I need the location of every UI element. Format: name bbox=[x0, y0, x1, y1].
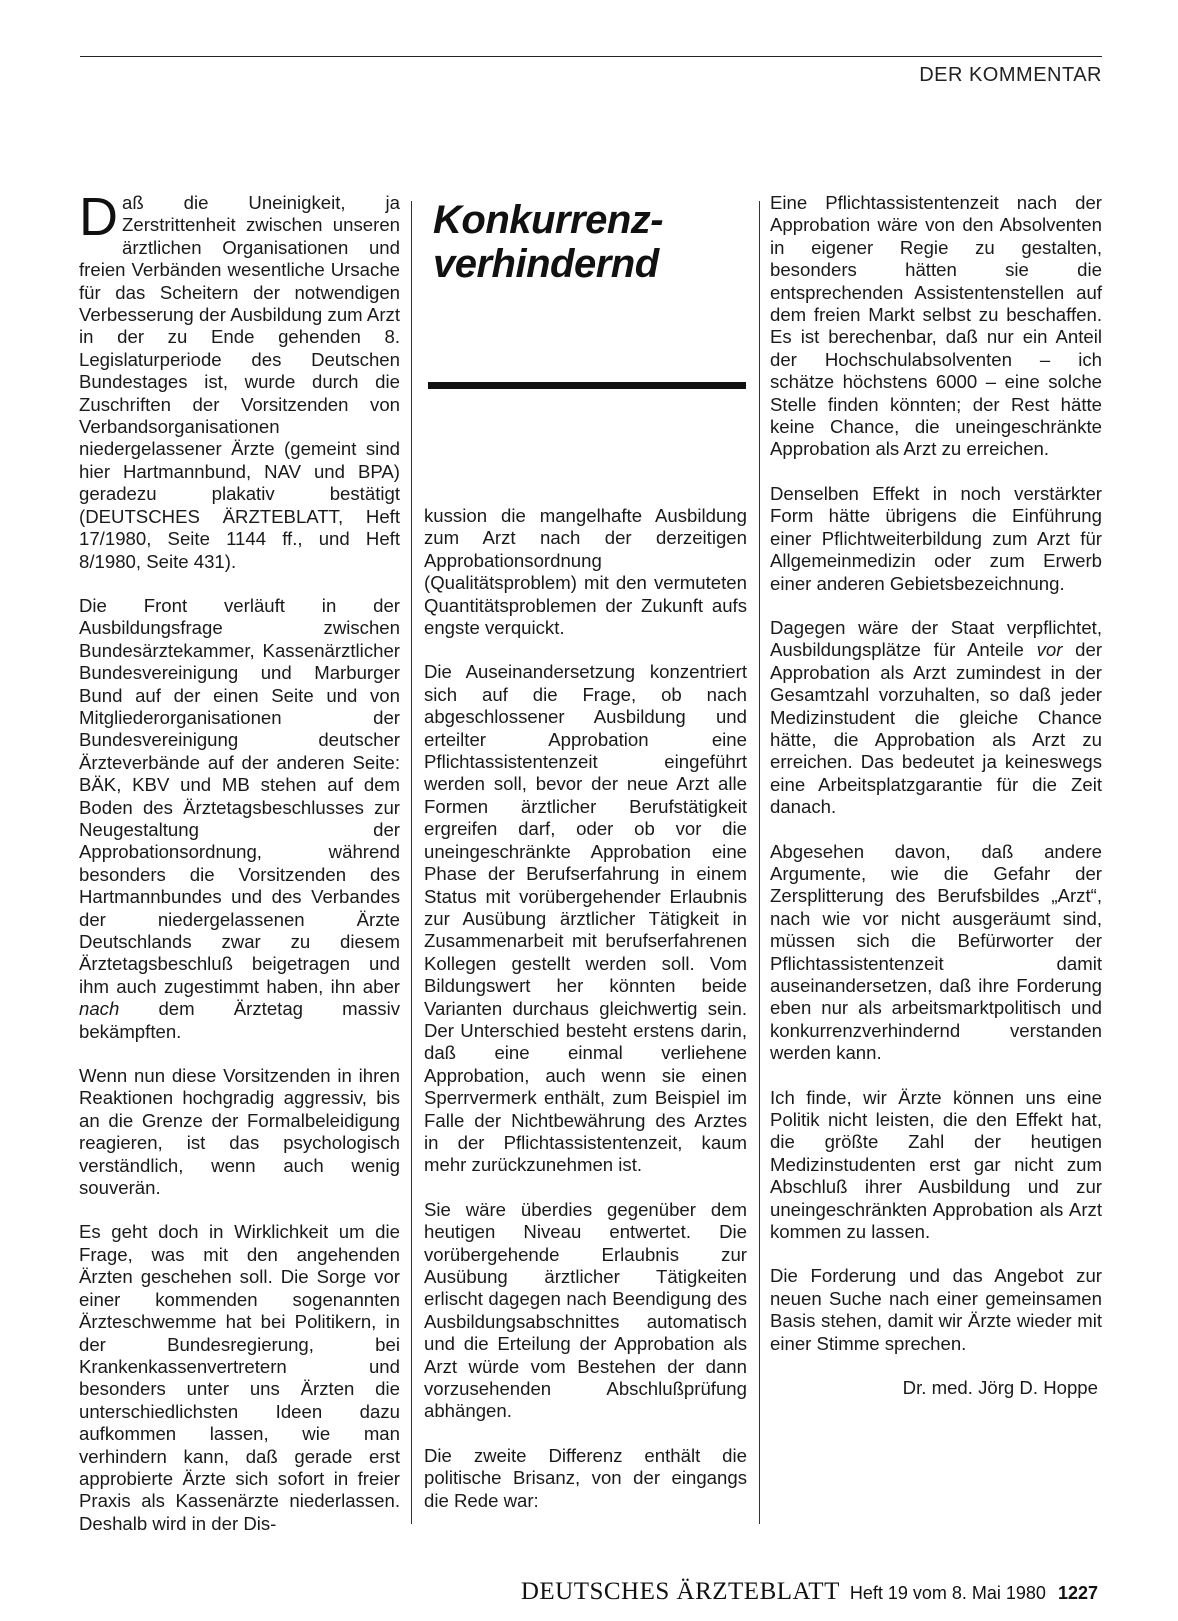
emphasis: vor bbox=[1036, 639, 1063, 661]
paragraph: kussion die mangelhafte Ausbildung zum Arzt nach der derzeitigen Approbationsordnung (Qualitätsproblem) mit den vermuteten Quantitätsproblemen der Zukunft aufs engste verquickt. bbox=[424, 505, 747, 639]
column-left bbox=[79, 187, 400, 1557]
paragraph bbox=[79, 187, 400, 573]
paragraph-text: Dagegen wäre der Staat verpflichtet, Ausbildungsplätze für Anteile bbox=[770, 616, 1102, 661]
section-label: DER KOMMENTAR bbox=[919, 64, 1102, 86]
paragraph: Es geht doch in Wirklichkeit um die Frage, was mit den angehenden Ärzten geschehen soll. Die Sorge vor einer kommenden sogenannten Ärzteschwemme hat bei Politikern, in der Bundesregierung, bei Krankenkassenvertretern und besonders unter uns Ärzten die unterschiedlichsten Ideen dazu aufkommen lassen, wie man verhindern kann, daß gerade erst approbierte Ärzte sich sofort in freier Praxis als Kassenärzte niederlassen. Deshalb wird in der Dis- bbox=[79, 1221, 400, 1534]
paragraph: Die Forderung und das Angebot zur neuen Suche nach einer gemeinsamen Basis stehen, damit wir Ärzte wieder mit einer Stimme sprechen. bbox=[770, 1265, 1102, 1354]
headline-rule bbox=[428, 382, 746, 389]
headline-line-1: Konkurrenz- bbox=[433, 198, 664, 242]
page-number: 1227 bbox=[1057, 1583, 1098, 1603]
paragraph: Denselben Effekt in noch verstärkter Form hätte übrigens die Einführung einer Pflichtweiterbildung zum Arzt für Allgemeinmedizin oder zum Erwerb einer anderen Gebietsbezeichnung. bbox=[770, 482, 1102, 594]
emphasis: nach bbox=[79, 998, 120, 1020]
paragraph bbox=[79, 595, 400, 1043]
paragraph-text: aß die Uneinigkeit, ja Zerstrittenheit zwischen unseren ärztlichen Organisationen und freien Verbänden wesentliche Ursache für das Scheitern der notwendigen Verbesserung der Ausbildung zum Arzt in der zu Ende gehenden 8. Legislaturperiode des Deutschen Bundestages ist, wurde durch die Zuschriften der Vorsitzenden von Verbandsorganisationen niedergelassener Ärzte (gemeint sind hier Hartmannbund, NAV und BPA) geradezu plakativ bestätigt (DEUTSCHES ÄRZTEBLATT, Heft 17/1980, Seite 1144 ff., und Heft 8/1980, Seite 431). bbox=[79, 192, 400, 572]
column-right bbox=[770, 192, 1102, 1422]
paragraph: Eine Pflichtassistentenzeit nach der Approbation wäre von den Absolventen in eigener Regie zu gestalten, besonders hätten sie die entsprechenden Assistentenstellen auf dem freien Markt selbst zu beschaffen. Es ist berechenbar, daß nur ein Anteil der Hochschulabsolventen – ich schätze höchstens 6000 – eine solche Stelle finden könnten; der Rest hätte keine Chance, die uneingeschränkte Approbation als Arzt zu erreichen. bbox=[770, 192, 1102, 460]
article-headline bbox=[433, 198, 753, 286]
page-footer bbox=[0, 1578, 1098, 1606]
paragraph: Sie wäre überdies gegenüber dem heutigen Niveau entwertet. Die vorübergehende Erlaubnis zur Ausübung ärztlicher Tätigkeiten erlischt dagegen nach Beendigung des Ausbildungsabschnittes automatisch und die Erteilung der Approbation als Arzt würde vom Bestehen der dann vorzusehenden Abschlußprüfung abhängen. bbox=[424, 1198, 747, 1422]
paragraph-text: Die Front verläuft in der Ausbildungsfrage zwischen Bundesärztekammer, Kassenärztlicher Bundesvereinigung und Marburger Bund auf der einen Seite und von Mitgliederorganisationen der Bundesvereinigung deutscher Ärzteverbände auf der anderen Seite: BÄK, KBV und MB stehen auf dem Boden des Ärztetagsbeschlusses zur Neugestaltung der Approbationsordnung, während besonders die Vorsitzenden des Hartmannbundes und des Verbandes der niedergelassenen Ärzte Deutschlands zwar zu diesem Ärztetagsbeschluß beigetragen und ihm auch zugestimmt haben, ihn aber bbox=[79, 594, 400, 997]
paragraph: Die Auseinandersetzung konzentriert sich auf die Frage, ob nach abgeschlossener Ausbildung und erteilter Approbation eine Pflichtassistentenzeit eingeführt werden soll, bevor der neue Arzt alle Formen ärztlicher Berufstätigkeit ergreifen darf, oder ob vor die uneingeschränkte Approbation eine Phase der Berufserfahrung in einem Status mit vorübergehender Erlaubnis zur Ausübung ärztlicher Tätigkeit in Zusammenarbeit mit berufserfahrenen Kollegen gestellt werden soll. Vom Bildungswert her könnten beide Varianten durchaus gleichwertig sein. Der Unterschied besteht erstens darin, daß eine einmal verliehene Approbation, auch wenn sie einen Sperrvermerk enthält, zum Beispiel im Falle der Nichtbewährung des Arztes in der Pflichtassistentenzeit, kaum mehr zurückzunehmen ist. bbox=[424, 661, 747, 1176]
top-rule bbox=[80, 56, 1102, 57]
paragraph-text: der Approbation als Arzt zumindest in der Gesamtzahl vorzuhalten, so daß jeder Medizinstudent die gleiche Chance hätte, die Approbation als Arzt zu erreichen. Das bedeutet ja keineswegs eine Arbeitsplatzgarantie für die Zeit danach. bbox=[770, 639, 1103, 818]
paragraph: Ich finde, wir Ärzte können uns eine Politik nicht leisten, die den Effekt hat, die größte Zahl der heutigen Medizinstudenten erst gar nicht zum Abschluß ihrer Ausbildung und zur uneingeschränkten Approbation als Arzt kommen zu lassen. bbox=[770, 1086, 1102, 1243]
journal-name: DEUTSCHES ÄRZTEBLATT bbox=[520, 1578, 840, 1605]
paragraph: Die zweite Differenz enthält die politische Brisanz, von der eingangs die Rede war: bbox=[424, 1444, 747, 1511]
paragraph bbox=[770, 617, 1102, 819]
paragraph-text: dem Ärztetag massiv bekämpften. bbox=[79, 998, 400, 1042]
column-middle bbox=[424, 505, 747, 1534]
author-signature: Dr. med. Jörg D. Hoppe bbox=[902, 1377, 1098, 1399]
column-divider-left bbox=[411, 201, 412, 1524]
column-divider-right bbox=[759, 201, 760, 1524]
drop-cap: D bbox=[79, 187, 118, 247]
issue-info: Heft 19 vom 8. Mai 1980 bbox=[849, 1583, 1046, 1603]
paragraph: Wenn nun diese Vorsitzenden in ihren Reaktionen hochgradig aggressiv, bis an die Grenze der Formalbeleidigung reagieren, ist das psychologisch verständlich, wenn auch wenig souverän. bbox=[79, 1065, 400, 1199]
headline-line-2: verhindernd bbox=[433, 242, 659, 286]
paragraph: Abgesehen davon, daß andere Argumente, wie die Gefahr der Zersplitterung des Berufsbildes „Arzt“, nach wie vor nicht ausgeräumt sind, müssen sich die Befürworter der Pflichtassistentenzeit damit auseinandersetzen, daß ihre Forderung eben nur als arbeitsmarktpolitisch und konkurrenzverhindernd verstanden werden kann. bbox=[770, 840, 1102, 1064]
